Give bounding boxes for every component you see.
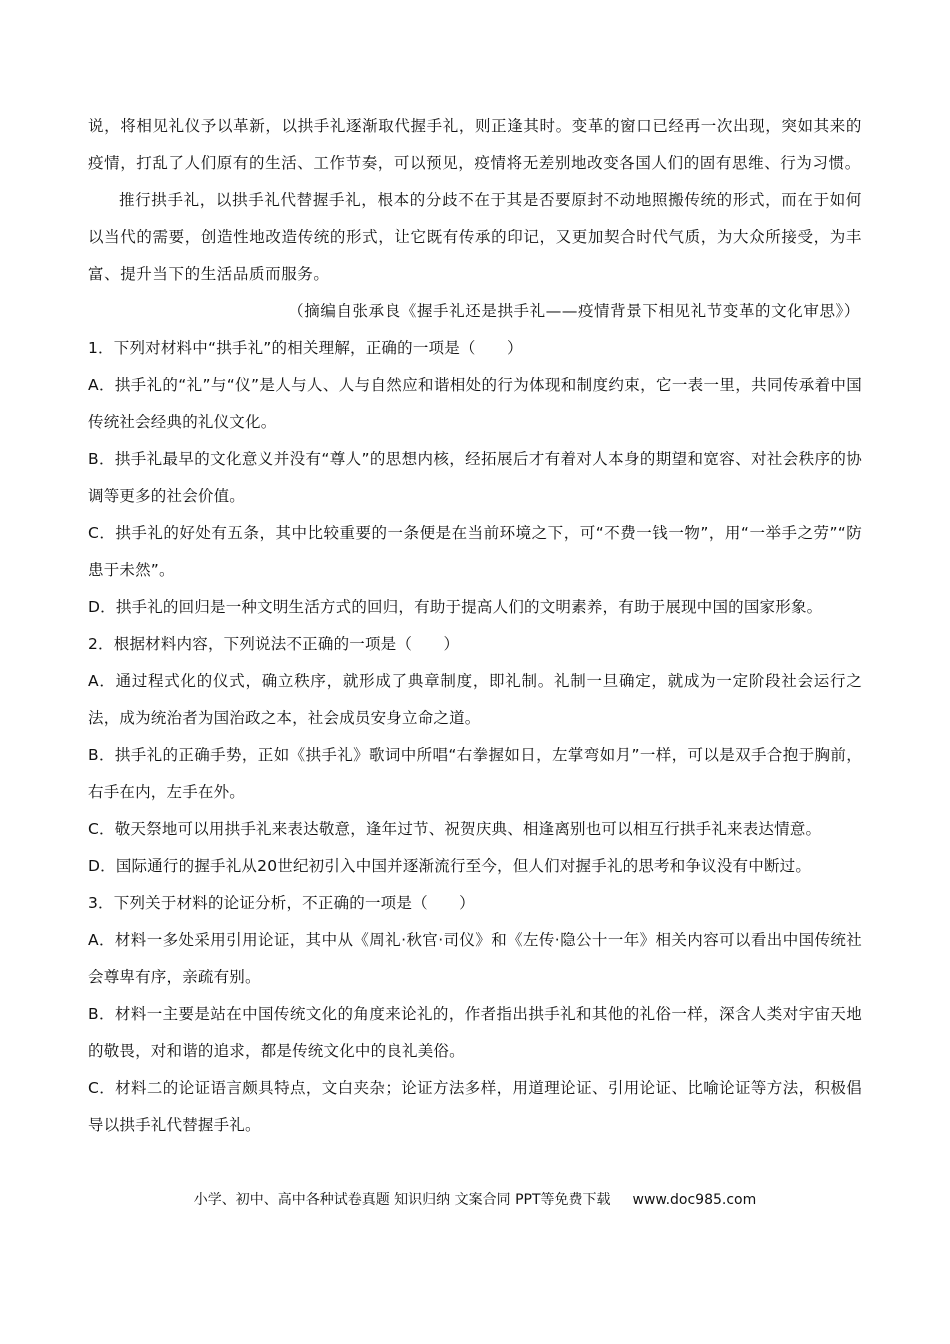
footer-text: 小学、初中、高中各种试卷真题 知识归纳 文案合同 PPT等免费下载 — [193, 1192, 611, 1208]
question-stem: 1．下列对材料中“拱手礼”的相关理解，正确的一项是（ ） — [88, 339, 523, 357]
option-c: C．材料二的论证语言颇具特点，文白夹杂；论证方法多样，用道理论证、引用论证、比喻论证等方法，积极倡导以拱手礼代替握手礼。 — [88, 1079, 862, 1134]
passage-source: （摘编自张承良《握手礼还是拱手礼——疫情背景下相见礼节变革的文化审思》） — [288, 302, 860, 320]
question-stem: 2．根据材料内容，下列说法不正确的一项是（ ） — [88, 635, 460, 653]
question-2 — [88, 626, 862, 885]
footer-link[interactable]: www.doc985.com — [632, 1192, 757, 1208]
option-c: C．敬天祭地可以用拱手礼来表达敬意，逢年过节、祝贺庆典、相逢离别也可以相互行拱手礼来表达情意。 — [88, 820, 822, 838]
page-footer — [0, 1189, 950, 1209]
passage-paragraph-1: 说，将相见礼仪予以革新，以拱手礼逐渐取代握手礼，则正逢其时。变革的窗口已经再一次出现，突如其来的疫情，打乱了人们原有的生活、工作节奏，可以预见，疫情将无差别地改变各国人们的固有思维、行为习惯。 — [88, 117, 862, 172]
document-page — [88, 108, 862, 1144]
option-b: B．材料一主要是站在中国传统文化的角度来论礼的，作者指出拱手礼和其他的礼俗一样，深含人类对宇宙天地的敬畏，对和谐的追求，都是传统文化中的良礼美俗。 — [88, 1005, 862, 1060]
question-stem: 3．下列关于材料的论证分析，不正确的一项是（ ） — [88, 894, 475, 912]
option-d: D．拱手礼的回归是一种文明生活方式的回归，有助于提高人们的文明素养，有助于展现中国的国家形象。 — [88, 598, 823, 616]
option-d: D．国际通行的握手礼从20世纪初引入中国并逐渐流行至今，但人们对握手礼的思考和争议没有中断过。 — [88, 857, 812, 875]
passage-paragraph-2: 推行拱手礼，以拱手礼代替握手礼，根本的分歧不在于其是否要原封不动地照搬传统的形式，而在于如何以当代的需要，创造性地改造传统的形式，让它既有传承的印记，又更加契合时代气质，为大众所接受，为丰富、提升当下的生活品质而服务。 — [88, 191, 862, 283]
option-b: B．拱手礼的正确手势，正如《拱手礼》歌词中所唱“右拳握如日，左掌弯如月”一样，可以是双手合抱于胸前，右手在内，左手在外。 — [88, 746, 862, 801]
option-c: C．拱手礼的好处有五条，其中比较重要的一条便是在当前环境之下，可“不费一钱一物”，用“一举手之劳”“防患于未然”。 — [88, 524, 862, 579]
option-b: B．拱手礼最早的文化意义并没有“尊人”的思想内核，经拓展后才有着对人本身的期望和宽容、对社会秩序的协调等更多的社会价值。 — [88, 450, 862, 505]
question-1 — [88, 330, 862, 626]
option-a: A．材料一多处采用引用论证，其中从《周礼·秋官·司仪》和《左传·隐公十一年》相关内容可以看出中国传统社会尊卑有序，亲疏有别。 — [88, 931, 862, 986]
option-a: A．拱手礼的“礼”与“仪”是人与人、人与自然应和谐相处的行为体现和制度约束，它一表一里，共同传承着中国传统社会经典的礼仪文化。 — [88, 376, 862, 431]
option-a: A．通过程式化的仪式，确立秩序，就形成了典章制度，即礼制。礼制一旦确定，就成为一定阶段社会运行之法，成为统治者为国治政之本，社会成员安身立命之道。 — [88, 672, 862, 727]
question-3 — [88, 885, 862, 1144]
